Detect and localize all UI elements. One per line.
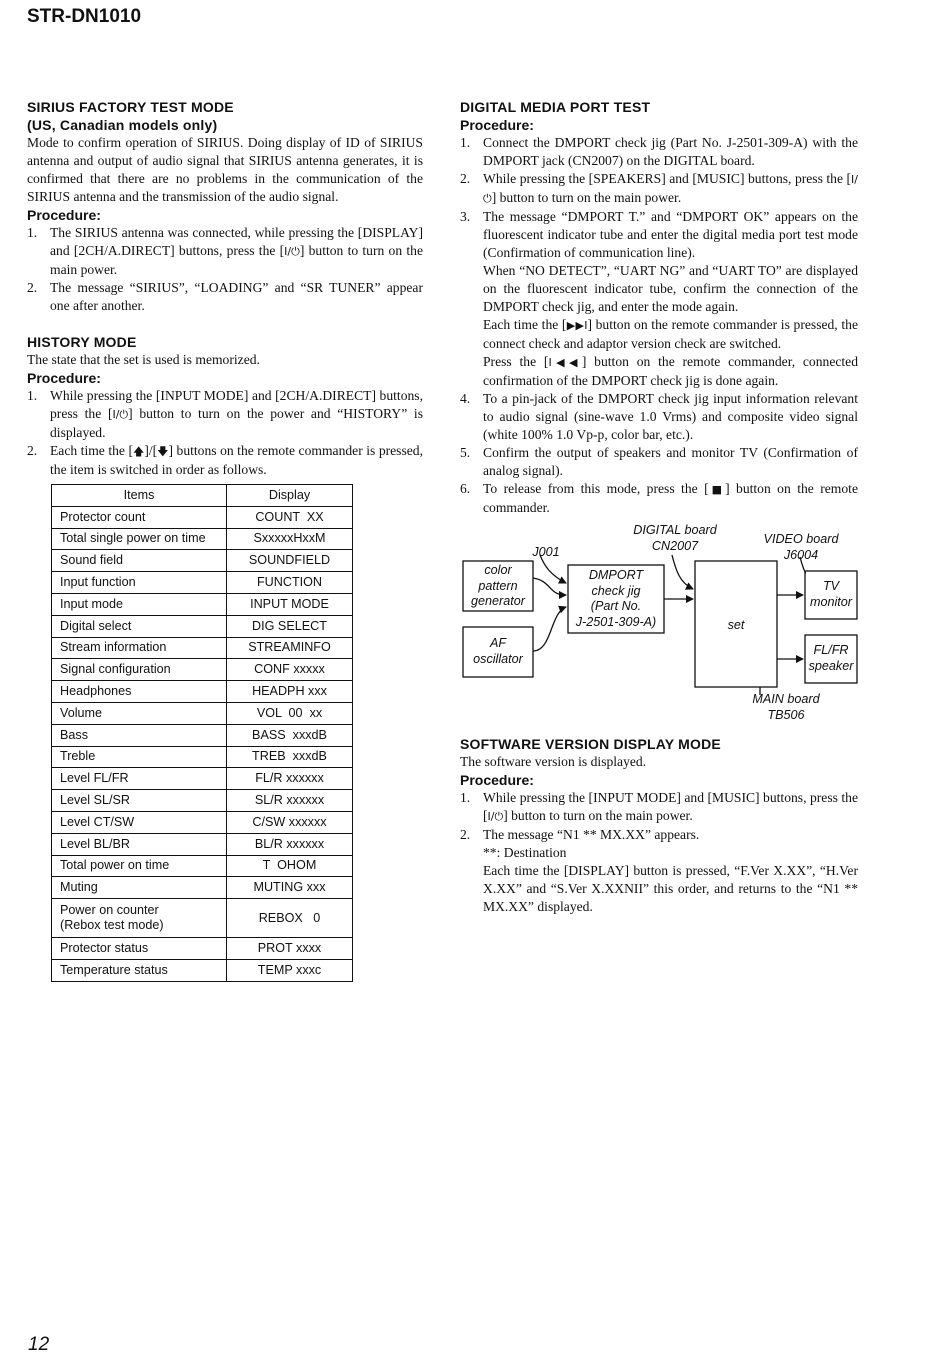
table-cell-display: PROT xxxx bbox=[227, 938, 353, 960]
table-cell-item: Input function bbox=[52, 572, 227, 594]
table-cell-item: Level BL/BR bbox=[52, 833, 227, 855]
software-steps bbox=[460, 789, 858, 916]
table-row bbox=[52, 855, 353, 877]
left-column bbox=[27, 98, 423, 982]
table-cell-display: COUNT XX bbox=[227, 506, 353, 528]
next-track-icon: ▶▶I bbox=[566, 319, 588, 332]
table-row bbox=[52, 768, 353, 790]
table-cell-item: Digital select bbox=[52, 615, 227, 637]
table-row bbox=[52, 506, 353, 528]
table-row bbox=[52, 681, 353, 703]
model-title: STR-DN1010 bbox=[27, 6, 142, 27]
software-step-1: 1. While pressing the [INPUT MODE] and [MUSIC] buttons, press the [I/⏻] button to turn on the main power. bbox=[460, 790, 858, 823]
table-row bbox=[52, 550, 353, 572]
table-cell-display: INPUT MODE bbox=[227, 593, 353, 615]
dmport-step-1: 1. Connect the DMPORT check jig (Part No. J-2501-309-A) with the DMPORT jack (CN2007) on the DIGITAL board. bbox=[460, 135, 858, 168]
dmport-step-2: 2. While pressing the [SPEAKERS] and [MUSIC] buttons, press the [I/⏻] button to turn on the main power. bbox=[460, 171, 858, 205]
table-row bbox=[52, 746, 353, 768]
software-title: SOFTWARE VERSION DISPLAY MODE bbox=[460, 736, 721, 752]
table-row bbox=[52, 724, 353, 746]
table-row bbox=[52, 790, 353, 812]
table-cell-item: Signal configuration bbox=[52, 659, 227, 681]
tv-monitor-label: TV monitor bbox=[810, 579, 852, 609]
sirius-step-1: 1. The SIRIUS antenna was connected, while pressing the [DISPLAY] and [2CH/A.DIRECT] buttons, press the [I/⏻] button to turn on the main power. bbox=[27, 225, 423, 277]
table-cell-item: Level CT/SW bbox=[52, 811, 227, 833]
table-row bbox=[52, 637, 353, 659]
table-cell-display: DIG SELECT bbox=[227, 615, 353, 637]
table-cell-display: SxxxxxHxxM bbox=[227, 528, 353, 550]
power-icon: I/⏻ bbox=[112, 408, 129, 421]
table-cell-item: Temperature status bbox=[52, 959, 227, 981]
history-title: HISTORY MODE bbox=[27, 334, 137, 350]
power-icon: I/⏻ bbox=[284, 245, 300, 258]
software-intro: The software version is displayed. bbox=[460, 754, 647, 769]
power-icon: I/⏻ bbox=[483, 173, 858, 205]
sirius-intro: Mode to confirm operation of SIRIUS. Doing display of ID of SIRIUS antenna and output of audio signal that SIRIUS antenna generates, it is confirmed that there are no problems in the communication of the SIRIUS antenna and the transmission of the audio signal. bbox=[27, 135, 423, 204]
table-row bbox=[52, 877, 353, 899]
speaker-label: FL/FR speaker bbox=[808, 643, 854, 673]
table-cell-display: TEMP xxxc bbox=[227, 959, 353, 981]
dmport-step-4: 4. To a pin-jack of the DMPORT check jig input information relevant to audio signal (sine-wave 1.0 Vrms) and composite video signal (white 100% 1.0 Vp-p, color bar, etc.). bbox=[460, 391, 858, 442]
sirius-title: SIRIUS FACTORY TEST MODE bbox=[27, 99, 234, 115]
table-cell-display: TREB xxxdB bbox=[227, 746, 353, 768]
j001-label: J001 bbox=[532, 545, 560, 559]
table-cell-item: Volume bbox=[52, 702, 227, 724]
table-cell-item: Treble bbox=[52, 746, 227, 768]
table-cell-display: BASS xxxdB bbox=[227, 724, 353, 746]
digital-board-label: DIGITAL board CN2007 bbox=[633, 523, 717, 553]
table-cell-item: Total power on time bbox=[52, 855, 227, 877]
table-cell-display: SL/R xxxxxx bbox=[227, 790, 353, 812]
table-cell-item: Stream information bbox=[52, 637, 227, 659]
table-row bbox=[52, 938, 353, 960]
sirius-subtitle: (US, Canadian models only) bbox=[27, 117, 218, 133]
sirius-steps bbox=[27, 224, 423, 315]
table-cell-display: VOL 00 xx bbox=[227, 702, 353, 724]
table-header-items: Items bbox=[52, 485, 227, 507]
table-header-display: Display bbox=[227, 485, 353, 507]
down-arrow-icon: 🡇 bbox=[157, 445, 169, 458]
table-cell-item: Level FL/FR bbox=[52, 768, 227, 790]
main-board-label: MAIN board TB506 bbox=[752, 692, 820, 722]
table-cell-display: C/SW xxxxxx bbox=[227, 811, 353, 833]
table-cell-display: STREAMINFO bbox=[227, 637, 353, 659]
table-cell-display: FUNCTION bbox=[227, 572, 353, 594]
sirius-procedure-label: Procedure: bbox=[27, 207, 101, 223]
color-generator-label: color pattern generator bbox=[471, 563, 525, 608]
set-label: set bbox=[727, 618, 745, 632]
table-row bbox=[52, 959, 353, 981]
history-table bbox=[51, 484, 353, 982]
table-row bbox=[52, 615, 353, 637]
software-step-2: 2. The message “N1 ** MX.XX” appears. **: Destination Each time the [DISPLAY] button is pressed, “F.Ver X.XX”, “H.Ver X.XX” and “S.Ver X.XXNII” this order, and returns to the “N1 ** MX.XX” displayed. bbox=[460, 827, 858, 914]
connection-diagram bbox=[460, 523, 860, 733]
history-steps bbox=[27, 387, 423, 479]
table-cell-item: Muting bbox=[52, 877, 227, 899]
dmport-step-6: 6. To release from this mode, press the [■] button on the remote commander. bbox=[460, 481, 858, 515]
table-cell-display: CONF xxxxx bbox=[227, 659, 353, 681]
table-row bbox=[52, 528, 353, 550]
table-cell-item: Level SL/SR bbox=[52, 790, 227, 812]
right-column bbox=[460, 98, 858, 916]
table-cell-display: FL/R xxxxxx bbox=[227, 768, 353, 790]
table-cell-item: Protector status bbox=[52, 938, 227, 960]
table-row bbox=[52, 702, 353, 724]
table-cell-item: Input mode bbox=[52, 593, 227, 615]
stop-icon: ■ bbox=[708, 483, 726, 496]
dmport-title: DIGITAL MEDIA PORT TEST bbox=[460, 99, 651, 115]
dmport-step-3: 3. The message “DMPORT T.” and “DMPORT OK” appears on the fluorescent indicator tube and enter the digital media port test mode (Confirmation of communication line). When “NO DETECT”, “UART NG” and “UART TO” are displayed on the fluorescent indicator tube, confirm the connection of the DMPORT check jig, and enter the mode again. Each time the [▶▶I] button on the remote commander is pressed, the connect check and adaptor version check are switched. Press the [I◀◀] button on the remote commander, connected confirmation of the DMPORT check jig is done again. bbox=[460, 209, 858, 388]
dmport-steps bbox=[460, 134, 858, 517]
history-step-1: 1. While pressing the [INPUT MODE] and [2CH/A.DIRECT] buttons, press the [I/⏻] button to turn on the power and “HISTORY” is displayed. bbox=[27, 388, 423, 440]
up-arrow-icon: 🡅 bbox=[133, 445, 145, 458]
table-header-row bbox=[52, 485, 353, 507]
history-step-2: 2. Each time the [🡅]/[🡇] buttons on the remote commander is pressed, the item is switched in order as follows. bbox=[27, 443, 423, 477]
video-board-label: VIDEO board J6004 bbox=[763, 532, 839, 562]
af-oscillator-label: AF oscillator bbox=[473, 636, 523, 666]
table-cell-item: Headphones bbox=[52, 681, 227, 703]
prev-track-icon: I◀◀ bbox=[548, 356, 582, 369]
table-cell-item: Sound field bbox=[52, 550, 227, 572]
table-row bbox=[52, 811, 353, 833]
history-procedure-label: Procedure: bbox=[27, 370, 101, 386]
table-row bbox=[52, 899, 353, 938]
table-cell-display: REBOX 0 bbox=[227, 899, 353, 938]
history-table-body bbox=[52, 506, 353, 981]
table-cell-item: Protector count bbox=[52, 506, 227, 528]
table-row bbox=[52, 572, 353, 594]
dmport-procedure-label: Procedure: bbox=[460, 117, 534, 133]
jig-label: DMPORT check jig (Part No. J-2501-309-A) bbox=[575, 568, 657, 629]
table-cell-display: MUTING xxx bbox=[227, 877, 353, 899]
table-cell-item: Power on counter (Rebox test mode) bbox=[52, 899, 227, 938]
sirius-step-2: 2. The message “SIRIUS”, “LOADING” and “SR TUNER” appear one after another. bbox=[27, 280, 423, 313]
table-cell-item: Total single power on time bbox=[52, 528, 227, 550]
table-cell-display: SOUNDFIELD bbox=[227, 550, 353, 572]
table-row bbox=[52, 659, 353, 681]
history-intro: The state that the set is used is memorized. bbox=[27, 352, 260, 367]
table-cell-display: T OHOM bbox=[227, 855, 353, 877]
power-icon: I/⏻ bbox=[487, 810, 504, 823]
software-procedure-label: Procedure: bbox=[460, 772, 534, 788]
dmport-step-5: 5. Confirm the output of speakers and monitor TV (Confirmation of analog signal). bbox=[460, 445, 858, 478]
table-cell-item: Bass bbox=[52, 724, 227, 746]
table-row bbox=[52, 593, 353, 615]
table-row bbox=[52, 833, 353, 855]
table-cell-display: HEADPH xxx bbox=[227, 681, 353, 703]
table-cell-display: BL/R xxxxxx bbox=[227, 833, 353, 855]
page-number: 12 bbox=[28, 1334, 50, 1355]
